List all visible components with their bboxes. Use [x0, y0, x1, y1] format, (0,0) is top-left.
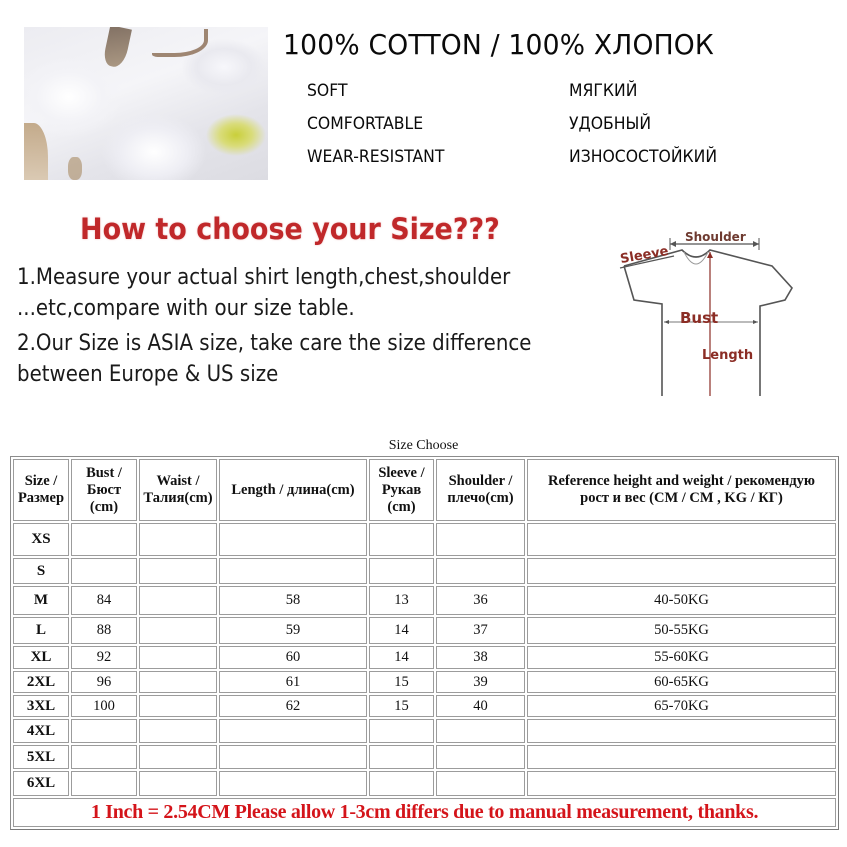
cell-reference: 60-65KG [527, 671, 836, 693]
cell-shoulder: 38 [436, 646, 525, 669]
cell-waist [139, 745, 217, 769]
feature-en-wear-resistant: WEAR-RESISTANT [307, 147, 445, 167]
feature-ru-comfortable: УДОБНЫЙ [569, 114, 652, 134]
header-size: Size / Размер [13, 459, 69, 521]
diagram-label-length: Length [702, 348, 754, 363]
table-row [13, 695, 836, 717]
header-bust: Bust / Бюст (cm) [71, 459, 137, 521]
cell-bust [71, 523, 137, 556]
cell-sleeve [369, 771, 434, 796]
cell-size: M [13, 586, 69, 615]
cell-sleeve: 14 [369, 646, 434, 669]
cotton-husk-shape [152, 29, 208, 57]
size-table [10, 456, 839, 830]
cell-length: 62 [219, 695, 367, 717]
feature-en-comfortable: COMFORTABLE [307, 114, 424, 134]
table-row [13, 646, 836, 669]
cell-reference [527, 745, 836, 769]
instruction-line-3: 2.Our Size is ASIA size, take care the size difference [17, 331, 532, 356]
cell-size: XS [13, 523, 69, 556]
table-row [13, 719, 836, 743]
cell-length: 60 [219, 646, 367, 669]
measurement-note: 1 Inch = 2.54CM Please allow 1-3cm differs due to manual measurement, thanks. [13, 798, 836, 827]
cell-sleeve [369, 523, 434, 556]
cell-bust: 96 [71, 671, 137, 693]
cell-waist [139, 671, 217, 693]
cell-waist [139, 617, 217, 644]
table-row [13, 771, 836, 796]
cell-reference: 40-50KG [527, 586, 836, 615]
table-row [13, 586, 836, 615]
cell-shoulder: 36 [436, 586, 525, 615]
table-row [13, 671, 836, 693]
header-shoulder: Shoulder / плечо(cm) [436, 459, 525, 521]
table-header-row [13, 459, 836, 521]
cell-length: 59 [219, 617, 367, 644]
instruction-line-1: 1.Measure your actual shirt length,chest,shoulder [17, 265, 511, 290]
cell-length [219, 523, 367, 556]
shirt-measurement-diagram [612, 228, 802, 396]
cell-sleeve: 13 [369, 586, 434, 615]
cell-size: 3XL [13, 695, 69, 717]
cell-reference [527, 771, 836, 796]
cotton-photo [24, 27, 268, 180]
cell-sleeve: 15 [369, 671, 434, 693]
cell-waist [139, 523, 217, 556]
how-to-title: How to choose your Size??? [80, 212, 500, 246]
cell-sleeve [369, 719, 434, 743]
cell-shoulder [436, 771, 525, 796]
cell-bust: 92 [71, 646, 137, 669]
feature-ru-soft: МЯГКИЙ [569, 81, 638, 101]
cell-shoulder: 37 [436, 617, 525, 644]
cell-shoulder [436, 745, 525, 769]
instruction-line-2: ...etc,compare with our size table. [17, 296, 355, 321]
diagram-label-bust: Bust [680, 309, 719, 327]
table-row [13, 617, 836, 644]
cell-reference [527, 719, 836, 743]
cell-reference: 50-55KG [527, 617, 836, 644]
header-sleeve: Sleeve / Рукав (cm) [369, 459, 434, 521]
diagram-label-sleeve: Sleeve [619, 243, 670, 268]
cell-bust: 100 [71, 695, 137, 717]
cell-waist [139, 695, 217, 717]
cell-size: XL [13, 646, 69, 669]
cell-reference [527, 558, 836, 584]
cell-sleeve [369, 745, 434, 769]
table-row [13, 745, 836, 769]
cell-shoulder: 39 [436, 671, 525, 693]
cotton-husk-shape [68, 157, 82, 180]
table-footer-row [13, 798, 836, 827]
cell-bust: 88 [71, 617, 137, 644]
cell-bust [71, 719, 137, 743]
cell-waist [139, 586, 217, 615]
table-row [13, 558, 836, 584]
cell-size: L [13, 617, 69, 644]
cell-size: 5XL [13, 745, 69, 769]
cell-waist [139, 646, 217, 669]
cell-reference [527, 523, 836, 556]
cell-waist [139, 558, 217, 584]
cell-size: 6XL [13, 771, 69, 796]
cell-bust [71, 745, 137, 769]
header-waist: Waist / Талия(cm) [139, 459, 217, 521]
cell-sleeve [369, 558, 434, 584]
cell-bust [71, 558, 137, 584]
cell-size: 4XL [13, 719, 69, 743]
cell-waist [139, 719, 217, 743]
cell-bust: 84 [71, 586, 137, 615]
cell-length: 58 [219, 586, 367, 615]
size-table-caption: Size Choose [388, 438, 459, 453]
cell-waist [139, 771, 217, 796]
table-row [13, 523, 836, 556]
cotton-husk-shape [102, 27, 132, 69]
cell-size: 2XL [13, 671, 69, 693]
banner-title: 100% COTTON / 100% ХЛОПОК [283, 28, 714, 61]
cell-size: S [13, 558, 69, 584]
cell-shoulder [436, 558, 525, 584]
cell-length: 61 [219, 671, 367, 693]
feature-en-soft: SOFT [307, 81, 348, 101]
diagram-label-shoulder: Shoulder [685, 230, 746, 244]
cell-length [219, 771, 367, 796]
cell-reference: 65-70KG [527, 695, 836, 717]
cell-shoulder: 40 [436, 695, 525, 717]
cell-reference: 55-60KG [527, 646, 836, 669]
header-reference: Reference height and weight / рекомендую рост и вес (CM / CM , KG / КГ) [527, 459, 836, 521]
header-length: Length / длина(cm) [219, 459, 367, 521]
instruction-line-4: between Europe & US size [17, 362, 279, 387]
cell-sleeve: 15 [369, 695, 434, 717]
cell-bust [71, 771, 137, 796]
cell-shoulder [436, 523, 525, 556]
cell-length [219, 558, 367, 584]
cell-length [219, 745, 367, 769]
cotton-husk-shape [24, 123, 48, 180]
cell-shoulder [436, 719, 525, 743]
cell-sleeve: 14 [369, 617, 434, 644]
feature-ru-wear-resistant: ИЗНОСОСТОЙКИЙ [569, 147, 718, 167]
cell-length [219, 719, 367, 743]
